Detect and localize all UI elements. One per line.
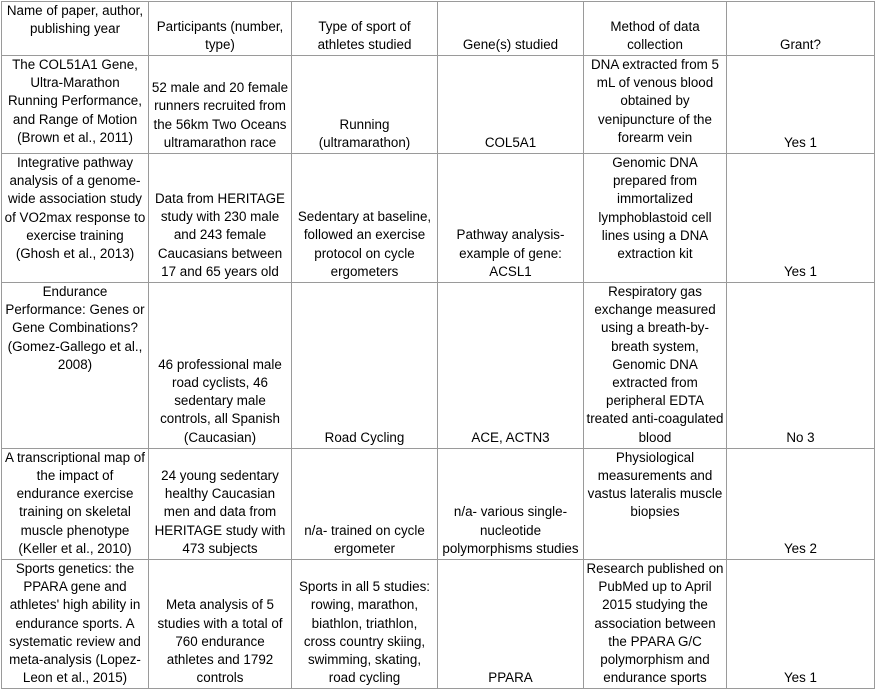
- cell-sport: Sports in all 5 studies: rowing, marathon, biathlon, triathlon, cross country skiing, swimming, skating, road cycling: [292, 560, 438, 689]
- cell-grant: Yes 1: [727, 154, 875, 283]
- header-grant: Grant?: [727, 2, 875, 56]
- header-genes: Gene(s) studied: [438, 2, 584, 56]
- cell-sport: Running (ultramarathon): [292, 56, 438, 154]
- cell-participants: Meta analysis of 5 studies with a total of 760 endurance athletes and 1792 controls: [149, 560, 292, 689]
- cell-genes: COL5A1: [438, 56, 584, 154]
- studies-table: [1, 1, 875, 689]
- cell-genes: n/a- various single-nucleotide polymorphisms studies: [438, 448, 584, 559]
- cell-paper: Endurance Performance: Genes or Gene Combinations? (Gomez-Gallego et al., 2008): [2, 283, 149, 449]
- header-sport: Type of sport of athletes studied: [292, 2, 438, 56]
- table-row: [2, 448, 875, 559]
- header-method: Method of data collection: [584, 2, 727, 56]
- cell-genes: PPARA: [438, 560, 584, 689]
- cell-paper: Integrative pathway analysis of a genome-wide association study of VO2max response to exercise training (Ghosh et al., 2013): [2, 154, 149, 283]
- cell-sport: Sedentary at baseline, followed an exercise protocol on cycle ergometers: [292, 154, 438, 283]
- cell-paper: A transcriptional map of the impact of endurance exercise training on skeletal muscle phenotype (Keller et al., 2010): [2, 448, 149, 559]
- cell-paper: The COL51A1 Gene, Ultra-Marathon Running Performance, and Range of Motion (Brown et al., 2011): [2, 56, 149, 154]
- cell-participants: 46 professional male road cyclists, 46 sedentary male controls, all Spanish (Caucasian): [149, 283, 292, 449]
- cell-method: DNA extracted from 5 mL of venous blood obtained by venipuncture of the forearm vein: [584, 56, 727, 154]
- cell-grant: No 3: [727, 283, 875, 449]
- cell-genes: Pathway analysis- example of gene: ACSL1: [438, 154, 584, 283]
- table-row: [2, 56, 875, 154]
- cell-method: Genomic DNA prepared from immortalized lymphoblastoid cell lines using a DNA extraction kit: [584, 154, 727, 283]
- cell-grant: Yes 1: [727, 560, 875, 689]
- header-row: [2, 2, 875, 56]
- cell-method: Respiratory gas exchange measured using a breath-by-breath system, Genomic DNA extracted from peripheral EDTA treated anti-coagulated blood: [584, 283, 727, 449]
- header-participants: Participants (number, type): [149, 2, 292, 56]
- cell-participants: Data from HERITAGE study with 230 male and 243 female Caucasians between 17 and 65 years old: [149, 154, 292, 283]
- cell-grant: Yes 1: [727, 56, 875, 154]
- cell-method: Research published on PubMed up to April 2015 studying the association between the PPARA G/C polymorphism and endurance sports: [584, 560, 727, 689]
- cell-sport: n/a- trained on cycle ergometer: [292, 448, 438, 559]
- table-row: [2, 560, 875, 689]
- cell-paper: Sports genetics: the PPARA gene and athletes' high ability in endurance sports. A systematic review and meta-analysis (Lopez-Leon et al., 2015): [2, 560, 149, 689]
- table-row: [2, 154, 875, 283]
- cell-method: Physiological measurements and vastus lateralis muscle biopsies: [584, 448, 727, 559]
- cell-participants: 24 young sedentary healthy Caucasian men and data from HERITAGE study with 473 subjects: [149, 448, 292, 559]
- header-paper: Name of paper, author, publishing year: [2, 2, 149, 56]
- cell-genes: ACE, ACTN3: [438, 283, 584, 449]
- cell-grant: Yes 2: [727, 448, 875, 559]
- cell-sport: Road Cycling: [292, 283, 438, 449]
- cell-participants: 52 male and 20 female runners recruited from the 56km Two Oceans ultramarathon race: [149, 56, 292, 154]
- table-row: [2, 283, 875, 449]
